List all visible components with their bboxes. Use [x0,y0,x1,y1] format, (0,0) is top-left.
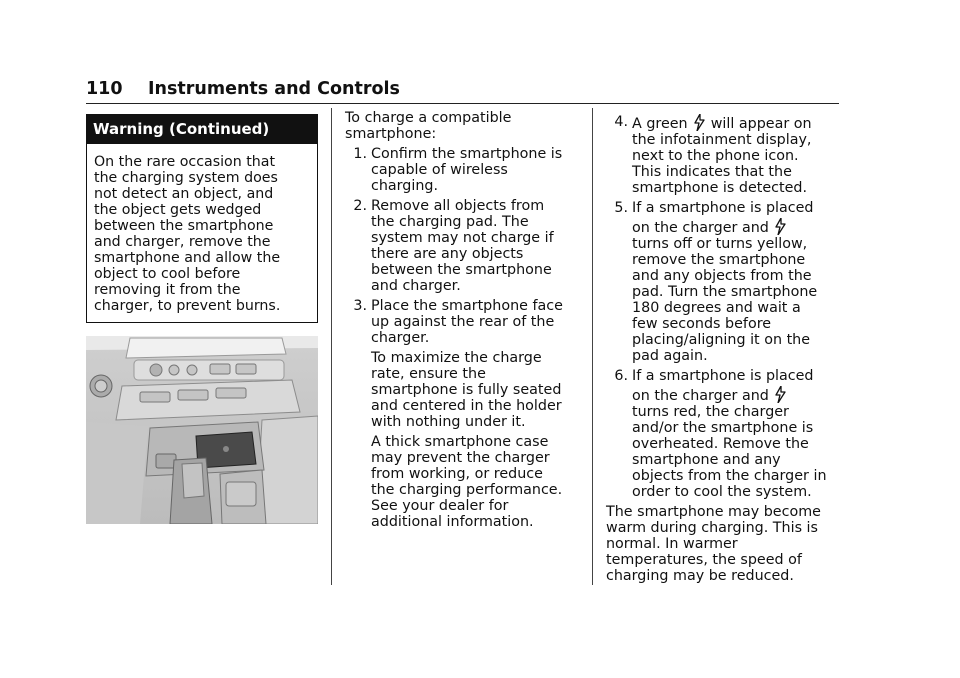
column-divider-2 [592,108,593,585]
step-line: remove the smartphone [632,252,806,268]
closing-line: The smartphone may become [606,504,821,520]
step-line: and/or the smartphone is [632,420,814,436]
warning-line: object to cool before [94,266,241,282]
step-line: smartphone and any [632,452,781,468]
step-line: If a smartphone is placed [632,200,814,216]
step-line: pad. Turn the smartphone [632,284,818,300]
step-line: capable of wireless [371,162,508,178]
closing-paragraph [606,504,846,584]
step-line: next to the phone icon. [632,148,799,164]
step-line [632,386,846,404]
case-note [345,434,585,530]
charging-bolt-icon [693,114,705,131]
warning-line: between the smartphone [94,218,274,234]
warning-line: smartphone and allow the [94,250,281,266]
note-line: may prevent the charger [371,450,550,466]
step-line: pad again. [632,348,708,364]
step-line: system may not charge if [371,230,554,246]
step-line [632,218,846,236]
warning-line: On the rare occasion that [94,154,276,170]
step-text: on the charger and [632,388,769,404]
step-line: turns off or turns yellow, [632,236,808,252]
intro-line: To charge a compatible [345,110,512,126]
instructions-column [345,110,585,530]
list-number: 6. [614,368,628,384]
warning-line: charger, to prevent burns. [94,298,281,314]
page-header [86,81,839,103]
step-line [632,114,846,132]
closing-line: charging may be reduced. [606,568,794,584]
list-number: 3. [353,298,367,314]
step-line: If a smartphone is placed [632,368,814,384]
charge-rate-note [345,350,585,430]
step-line: between the smartphone [371,262,552,278]
step-text: on the charger and [632,220,769,236]
warning-text [87,144,317,314]
charging-bolt-icon [774,218,786,235]
header-rule [86,103,839,104]
note-line: additional information. [371,514,534,530]
step-line: Confirm the smartphone is [371,146,563,162]
note-line: with nothing under it. [371,414,526,430]
warning-title: Warning (Continued) [87,115,317,144]
note-line: and centered in the holder [371,398,562,414]
intro-line: smartphone: [345,126,437,142]
step-line: up against the rear of the [371,314,555,330]
list-number: 5. [614,200,628,216]
closing-line: normal. In warmer [606,536,738,552]
charging-bolt-icon [774,386,786,403]
list-item [606,200,846,364]
step-line: This indicates that the [632,164,792,180]
list-item [606,368,846,500]
step-line: placing/aligning it on the [632,332,811,348]
console-photo-icon [86,336,318,524]
step-line: Place the smartphone face [371,298,563,314]
step-line: smartphone is detected. [632,180,808,196]
step-line: charging. [371,178,439,194]
warning-line: not detect an object, and [94,186,274,202]
note-line: smartphone is fully seated [371,382,562,398]
note-line: To maximize the charge [371,350,542,366]
list-item [345,298,585,346]
list-item [345,146,585,194]
section-title: Instruments and Controls [148,79,400,99]
page-number: 110 [86,79,123,99]
warning-line: and charger, remove the [94,234,271,250]
list-number: 4. [614,114,628,130]
list-number: 2. [353,198,367,214]
step-line: the charging pad. The [371,214,529,230]
step-text: will appear on [710,116,812,132]
closing-line: warm during charging. This is [606,520,818,536]
column-divider-1 [331,108,332,585]
step-line: and any objects from the [632,268,812,284]
step-line: charger. [371,330,430,346]
step-line: there are any objects [371,246,524,262]
closing-line: temperatures, the speed of [606,552,802,568]
step-line: and charger. [371,278,461,294]
note-line: A thick smartphone case [371,434,549,450]
list-item [345,198,585,294]
step-line: objects from the charger in [632,468,827,484]
warning-line: removing it from the [94,282,241,298]
step-line: the infotainment display, [632,132,812,148]
note-line: from working, or reduce [371,466,543,482]
note-line: See your dealer for [371,498,509,514]
note-line: the charging performance. [371,482,563,498]
warning-box [86,114,318,323]
note-line: rate, ensure the [371,366,486,382]
step-text: A green [632,116,688,132]
step-line: few seconds before [632,316,772,332]
step-line: turns red, the charger [632,404,789,420]
step-line: Remove all objects from [371,198,545,214]
step-line: overheated. Remove the [632,436,809,452]
step-line: order to cool the system. [632,484,812,500]
list-item [606,114,846,196]
list-number: 1. [353,146,367,162]
status-column [606,114,846,584]
step-line: 180 degrees and wait a [632,300,801,316]
warning-line: the charging system does [94,170,278,186]
warning-line: the object gets wedged [94,202,262,218]
